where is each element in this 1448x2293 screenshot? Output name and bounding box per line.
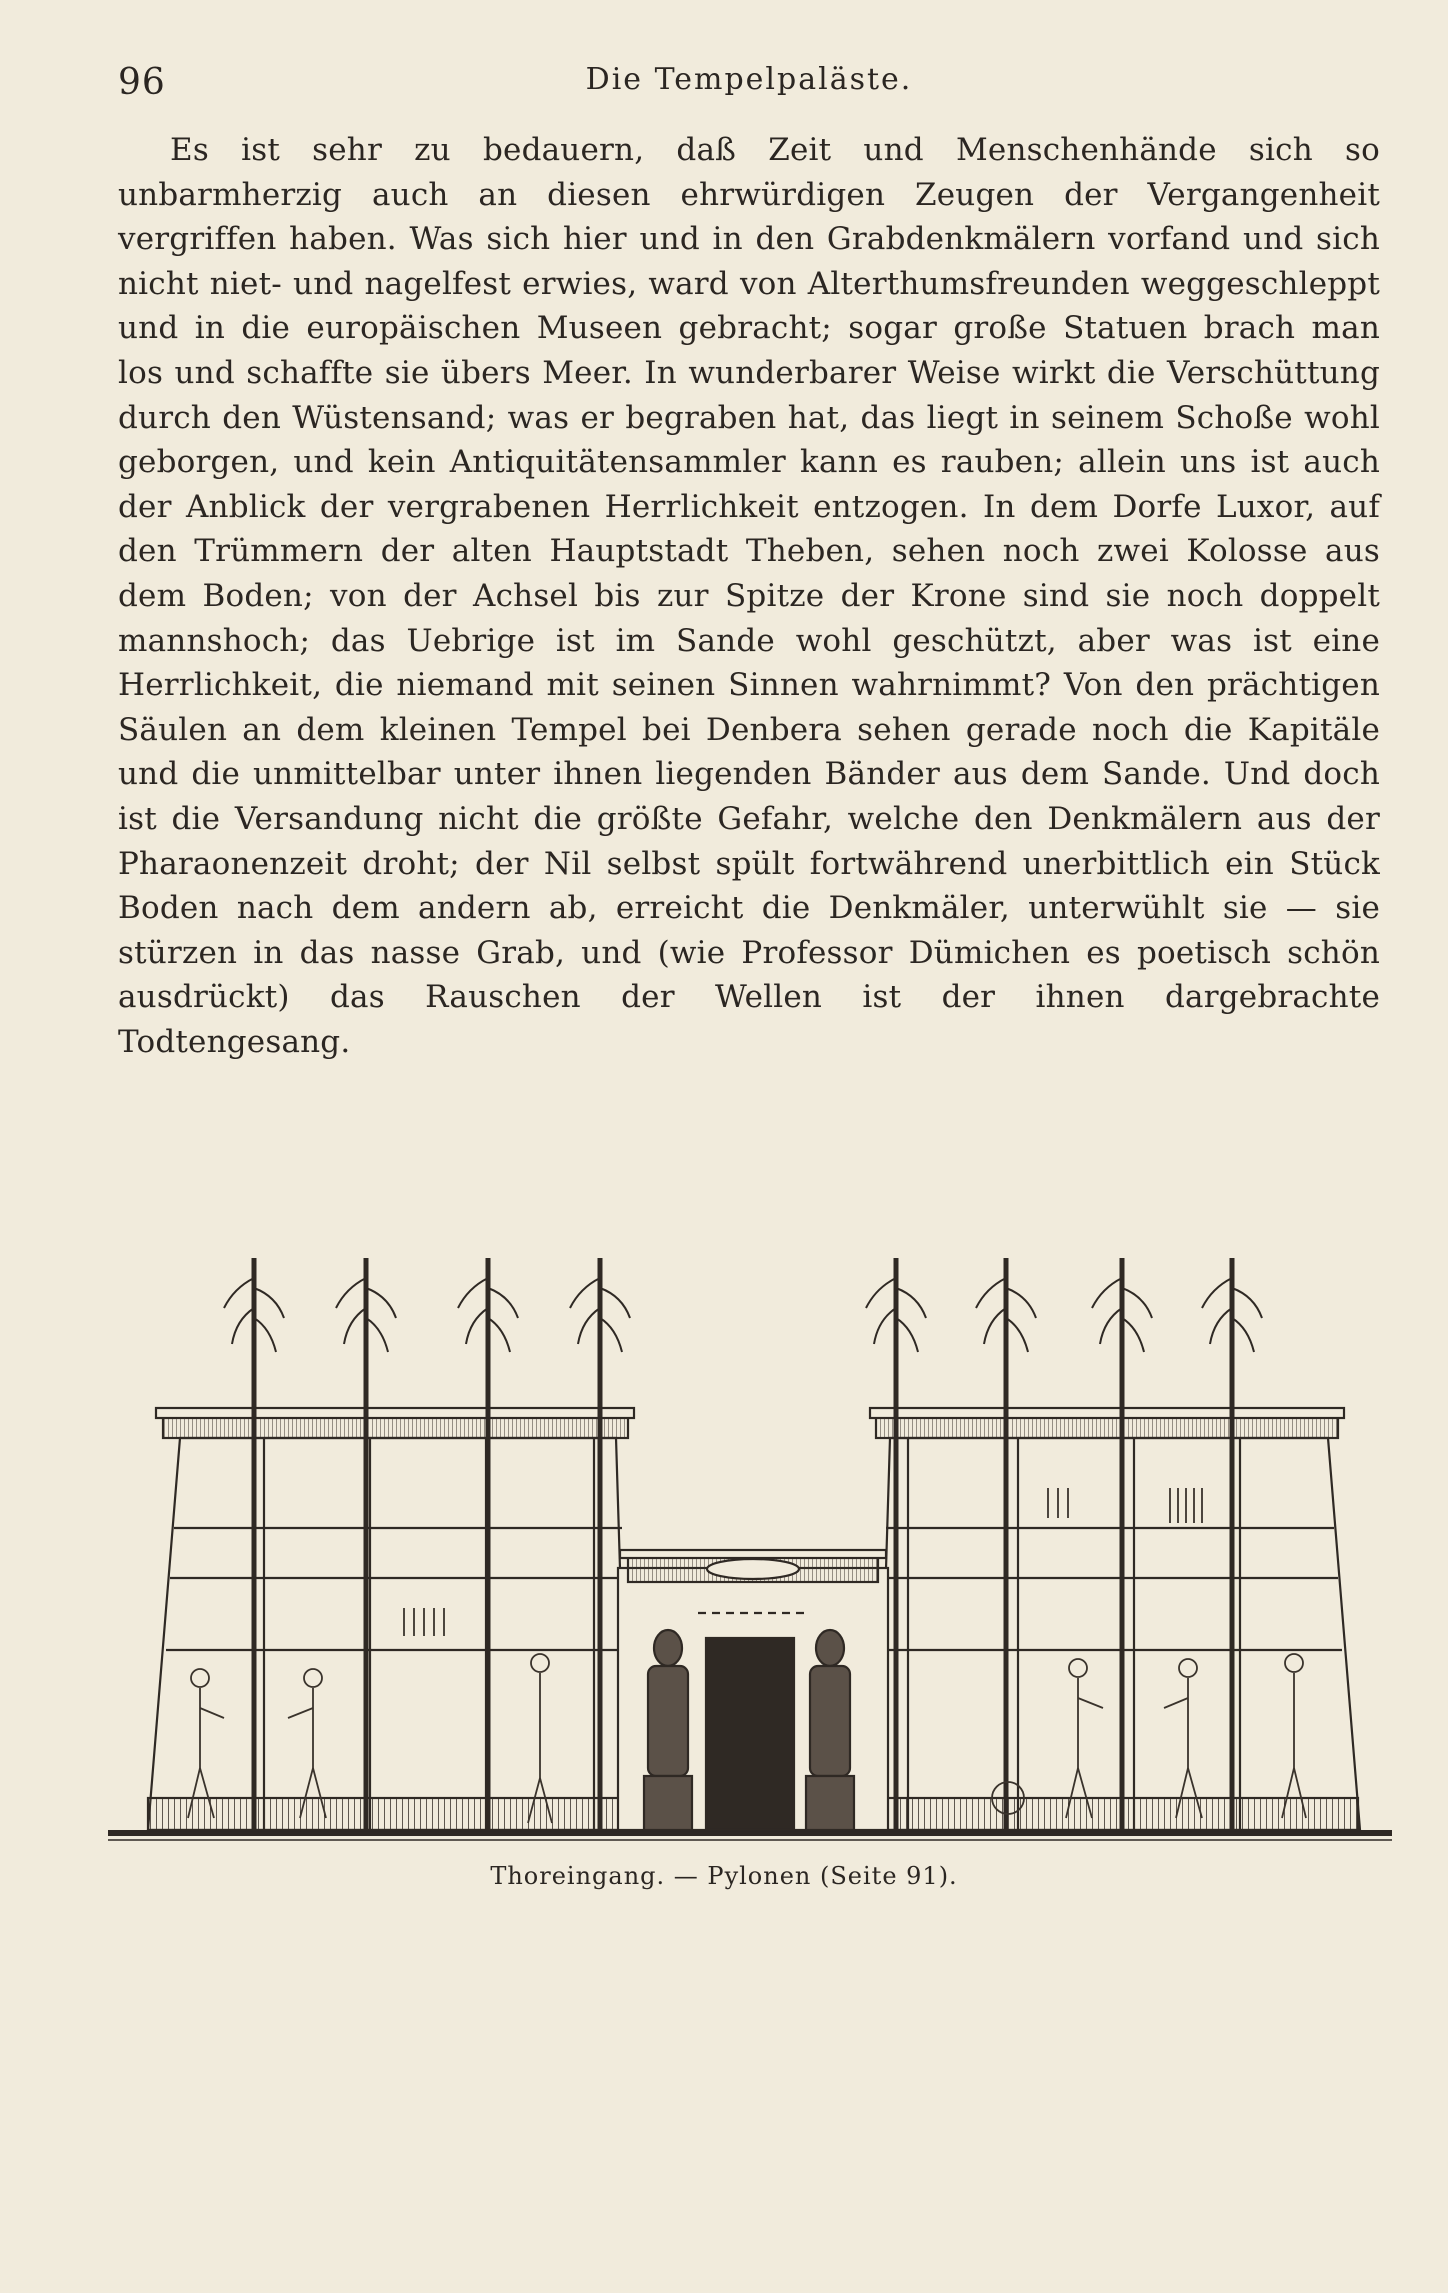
- mast-pennants: [224, 1278, 1262, 1352]
- right-pylon: [870, 1408, 1360, 1830]
- central-gate: [618, 1550, 888, 1830]
- body-paragraph: Es ist sehr zu bedauern, daß Zeit und Menschenhände sich so unbarmherzig auch an diesen ehrwürdigen Zeugen der Vergangenheit vergriffen haben. Was sich hier und in den Grabdenkmälern vorfand und sich nicht niet- und nagelfest erwies, ward von Alterthumsfreunden weggeschleppt und in die europäischen Museen gebracht; sogar große Statuen brach man los und schaffte sie übers Meer. In wunderbarer Weise wirkt die Verschüttung durch den Wüstensand; was er begraben hat, das liegt in seinem Schoße wohl geborgen, und kein Antiquitätensammler kann es rauben; allein uns ist auch der Anblick der vergrabenen Herrlichkeit entzogen. In dem Dorfe Luxor, auf den Trümmern der alten Hauptstadt Theben, sehen noch zwei Kolosse aus dem Boden; von der Achsel bis zur Spitze der Krone sind sie noch doppelt mannshoch; das Uebrige ist im Sande wohl geschützt, aber was ist eine Herrlichkeit, die niemand mit seinen Sinnen wahrnimmt? Von den prächtigen Säulen an dem kleinen Tempel bei Denbera sehen gerade noch die Kapitäle und die unmittelbar unter ihnen liegenden Bänder aus dem Sande. Und doch ist die Versandung nicht die größte Gefahr, welche den Denkmälern aus der Pharaonenzeit droht; der Nil selbst spült fortwährend unerbittlich ein Stück Boden nach dem andern ab, erreicht die Denkmäler, unterwühlt sie — sie stürzen in das nasse Grab, und (wie Professor Dümichen es poetisch schön ausdrückt) das Rauschen der Wellen ist der ihnen dargebrachte Todtengesang.: [118, 132, 1380, 1060]
- pylon-engraving: [108, 1238, 1392, 1848]
- page-header: [118, 58, 1380, 108]
- pylon-gateway-illustration: [108, 1238, 1392, 1848]
- page-number: 96: [118, 62, 166, 103]
- left-pylon: [148, 1408, 634, 1830]
- running-head: Die Tempelpaläste.: [585, 62, 913, 97]
- gate-doorway: [706, 1638, 794, 1830]
- figure-caption: Thoreingang. — Pylonen (Seite 91).: [490, 1862, 958, 1890]
